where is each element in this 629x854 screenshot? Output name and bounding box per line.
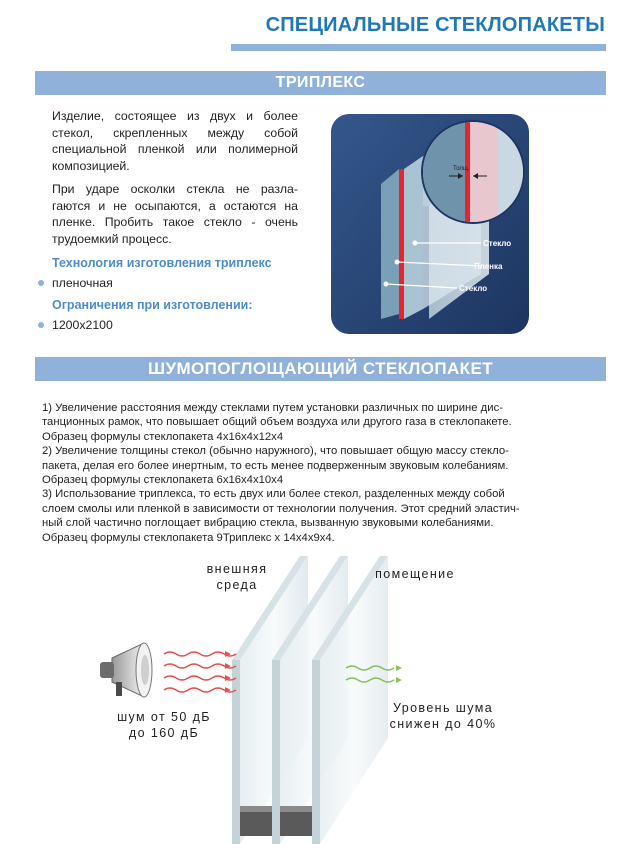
triplex-diagram	[331, 114, 529, 334]
outer-environment-line-1: внешняя	[206, 562, 268, 576]
noise-line: слоем смолы или пленкой в зависимости от технологии получения. Этот средний эластич-	[42, 502, 520, 515]
noise-line: Образец формулы стеклопакета 9Триплекс х 14х4х9х4.	[42, 531, 335, 544]
noise-line: пакета, делая его более инертным, то есть менее подверженным звуковым колебаниям.	[42, 459, 509, 472]
section-band-noise: ШУМОПОГЛОЩАЮЩИЙ СТЕКЛОПАКЕТ	[35, 357, 606, 381]
megaphone-icon	[100, 643, 152, 697]
noise-reduced-label	[368, 700, 518, 732]
noise-line: Образец формулы стеклопакета 6х16х4х10х4	[42, 474, 284, 487]
noise-source-label	[84, 709, 244, 741]
noise-reduced-line-1: Уровень шума	[392, 701, 494, 715]
title-underline	[231, 44, 606, 51]
layer-label-glass-1: Стекло	[483, 239, 512, 248]
bullet-dot-icon	[38, 322, 44, 328]
noise-diagram	[90, 548, 510, 848]
noise-reduced-line-2: снижен до 40%	[389, 717, 497, 731]
tech-value: пленочная	[52, 276, 113, 290]
triplex-intro	[52, 108, 298, 254]
noise-line: ный слой частично поглощает вибрацию стекла, вызванную звуковыми колебаниями.	[42, 517, 494, 530]
noise-line: танционных рамок, что повышает общий объем воздуха или другого газа в стеклопакете.	[42, 416, 512, 429]
noise-methods-list	[42, 401, 582, 545]
triplex-intro-paragraph-2: При ударе осколки стекла не разла- гаются и не осыпаются, а остаются на пленке. Пробить такое стекло - очень трудоемкий процесс.	[52, 182, 298, 246]
section-band-triplex: ТРИПЛЕКС	[35, 71, 606, 95]
limits-heading: Ограничения при изготовлении:	[52, 298, 253, 312]
bullet-dot-icon	[38, 280, 44, 286]
noise-line: 2) Увеличение толщины стекол (обычно наружного), что повышает общую массу стекло-	[42, 445, 509, 458]
noise-line: 3) Использование триплекса, то есть двух или более стекол, разделенных между собой	[42, 488, 505, 501]
layer-label-film: Пленка	[474, 262, 503, 271]
room-label: помещение	[375, 567, 455, 581]
outer-environment-line-2: среда	[216, 578, 258, 592]
incoming-sound-waves	[164, 651, 236, 693]
layer-label-glass-2: Стекло	[459, 284, 488, 293]
noise-line: Образец формулы стеклопакета 4х16х4х12х4	[42, 430, 284, 443]
triplex-intro-paragraph-1: Изделие, состоящее из двух и более стекол, скрепленных между собой специальной пленкой или полимерной композицией.	[52, 109, 298, 173]
glass-panes	[232, 556, 388, 844]
outer-environment-label	[197, 561, 277, 593]
noise-source-line-1: шум от 50 дБ	[117, 710, 211, 724]
limits-value: 1200x2100	[52, 318, 113, 332]
page-title: СПЕЦИАЛЬНЫЕ СТЕКЛОПАКЕТЫ	[265, 14, 605, 36]
tech-heading: Технология изготовления триплекс	[52, 256, 272, 270]
noise-source-line-2: до 160 дБ	[128, 726, 200, 740]
thickness-label: Толщ.	[453, 166, 470, 172]
noise-line: 1) Увеличение расстояния между стеклами путем установки различных по ширине дис-	[42, 402, 503, 414]
